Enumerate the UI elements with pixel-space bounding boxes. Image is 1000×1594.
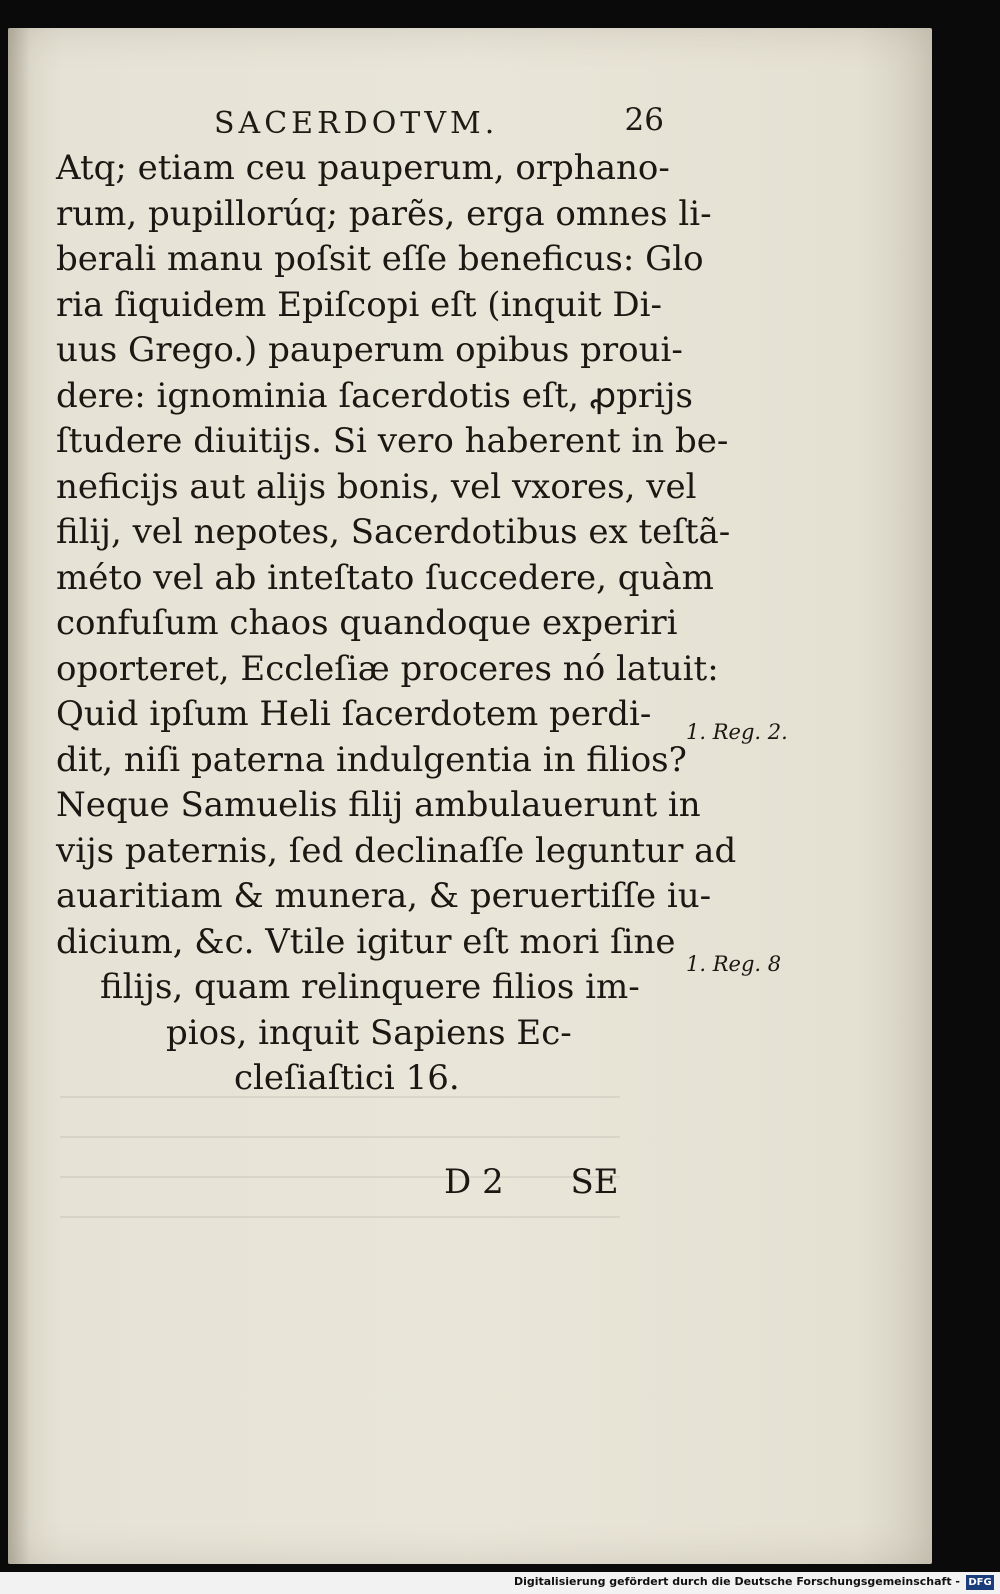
text-line: neficijs aut alijs bonis, vel vxores, vel <box>56 466 697 507</box>
digitization-footer <box>0 1572 1000 1594</box>
text-line: rum, pupillorúq; parẽs, erga omnes li- <box>56 193 712 234</box>
dfg-logo: DFG <box>966 1575 994 1590</box>
catchword: SE <box>570 1162 619 1202</box>
text-line: Quid ipſum Heli ſacerdotem perdi- <box>56 694 652 734</box>
text-line: ſtudere diuitijs. Si vero haberent in be- <box>56 421 729 461</box>
funding-credit: Digitalisierung gefördert durch die Deutsche Forschungsgemeinschaft - <box>513 1575 960 1588</box>
text-line: oporteret, Eccleſiæ proceres nó latuit: <box>56 648 719 689</box>
folio-number: 26 <box>624 102 664 138</box>
text-line-tail: filijs, quam relinquere filios im- <box>100 967 640 1007</box>
text-line: uus Grego.) pauperum opibus proui- <box>56 330 683 370</box>
text-line-tail: pios, inquit Sapiens Ec- <box>166 1012 572 1053</box>
text-line: berali manu poſsit eſſe beneficus: Glo <box>56 239 704 279</box>
signature-mark: D 2 <box>444 1162 504 1202</box>
text-line: confuſum chaos quandoque experiri <box>56 603 678 643</box>
text-line: ria ſiquidem Epiſcopi eſt (inquit Di- <box>56 284 662 325</box>
text-line: auaritiam & munera, & peruertiſſe iu- <box>56 876 712 916</box>
text-line: Neque Samuelis filij ambulauerunt in <box>56 785 701 825</box>
text-line: dit, niſi paterna indulgentia in filios? <box>56 739 687 780</box>
text-line: méto vel ab inteſtato ſuccedere, quàm <box>56 557 714 598</box>
running-head: SACERDOTVM. <box>214 106 499 141</box>
signature-line <box>444 1162 619 1202</box>
text-line: dere: ignominia ſacerdotis eſt, ꝓprijs <box>56 375 693 416</box>
text-line: vijs paternis, ſed declinaſſe leguntur ad <box>56 830 737 871</box>
text-line: Atq; etiam ceu pauperum, orphano- <box>56 148 670 188</box>
marginal-reference: 1. Reg. 2. <box>686 720 788 744</box>
text-line: dicium, &c. Vtile igitur eſt mori ſine <box>56 921 676 962</box>
text-line-tail: cleſiaſtici 16. <box>234 1058 460 1098</box>
text-line: filij, vel nepotes, Sacerdotibus ex teſtã- <box>56 512 731 552</box>
marginal-reference: 1. Reg. 8 <box>686 952 782 976</box>
page-gutter-shadow <box>8 28 30 1564</box>
page-header <box>214 102 664 146</box>
